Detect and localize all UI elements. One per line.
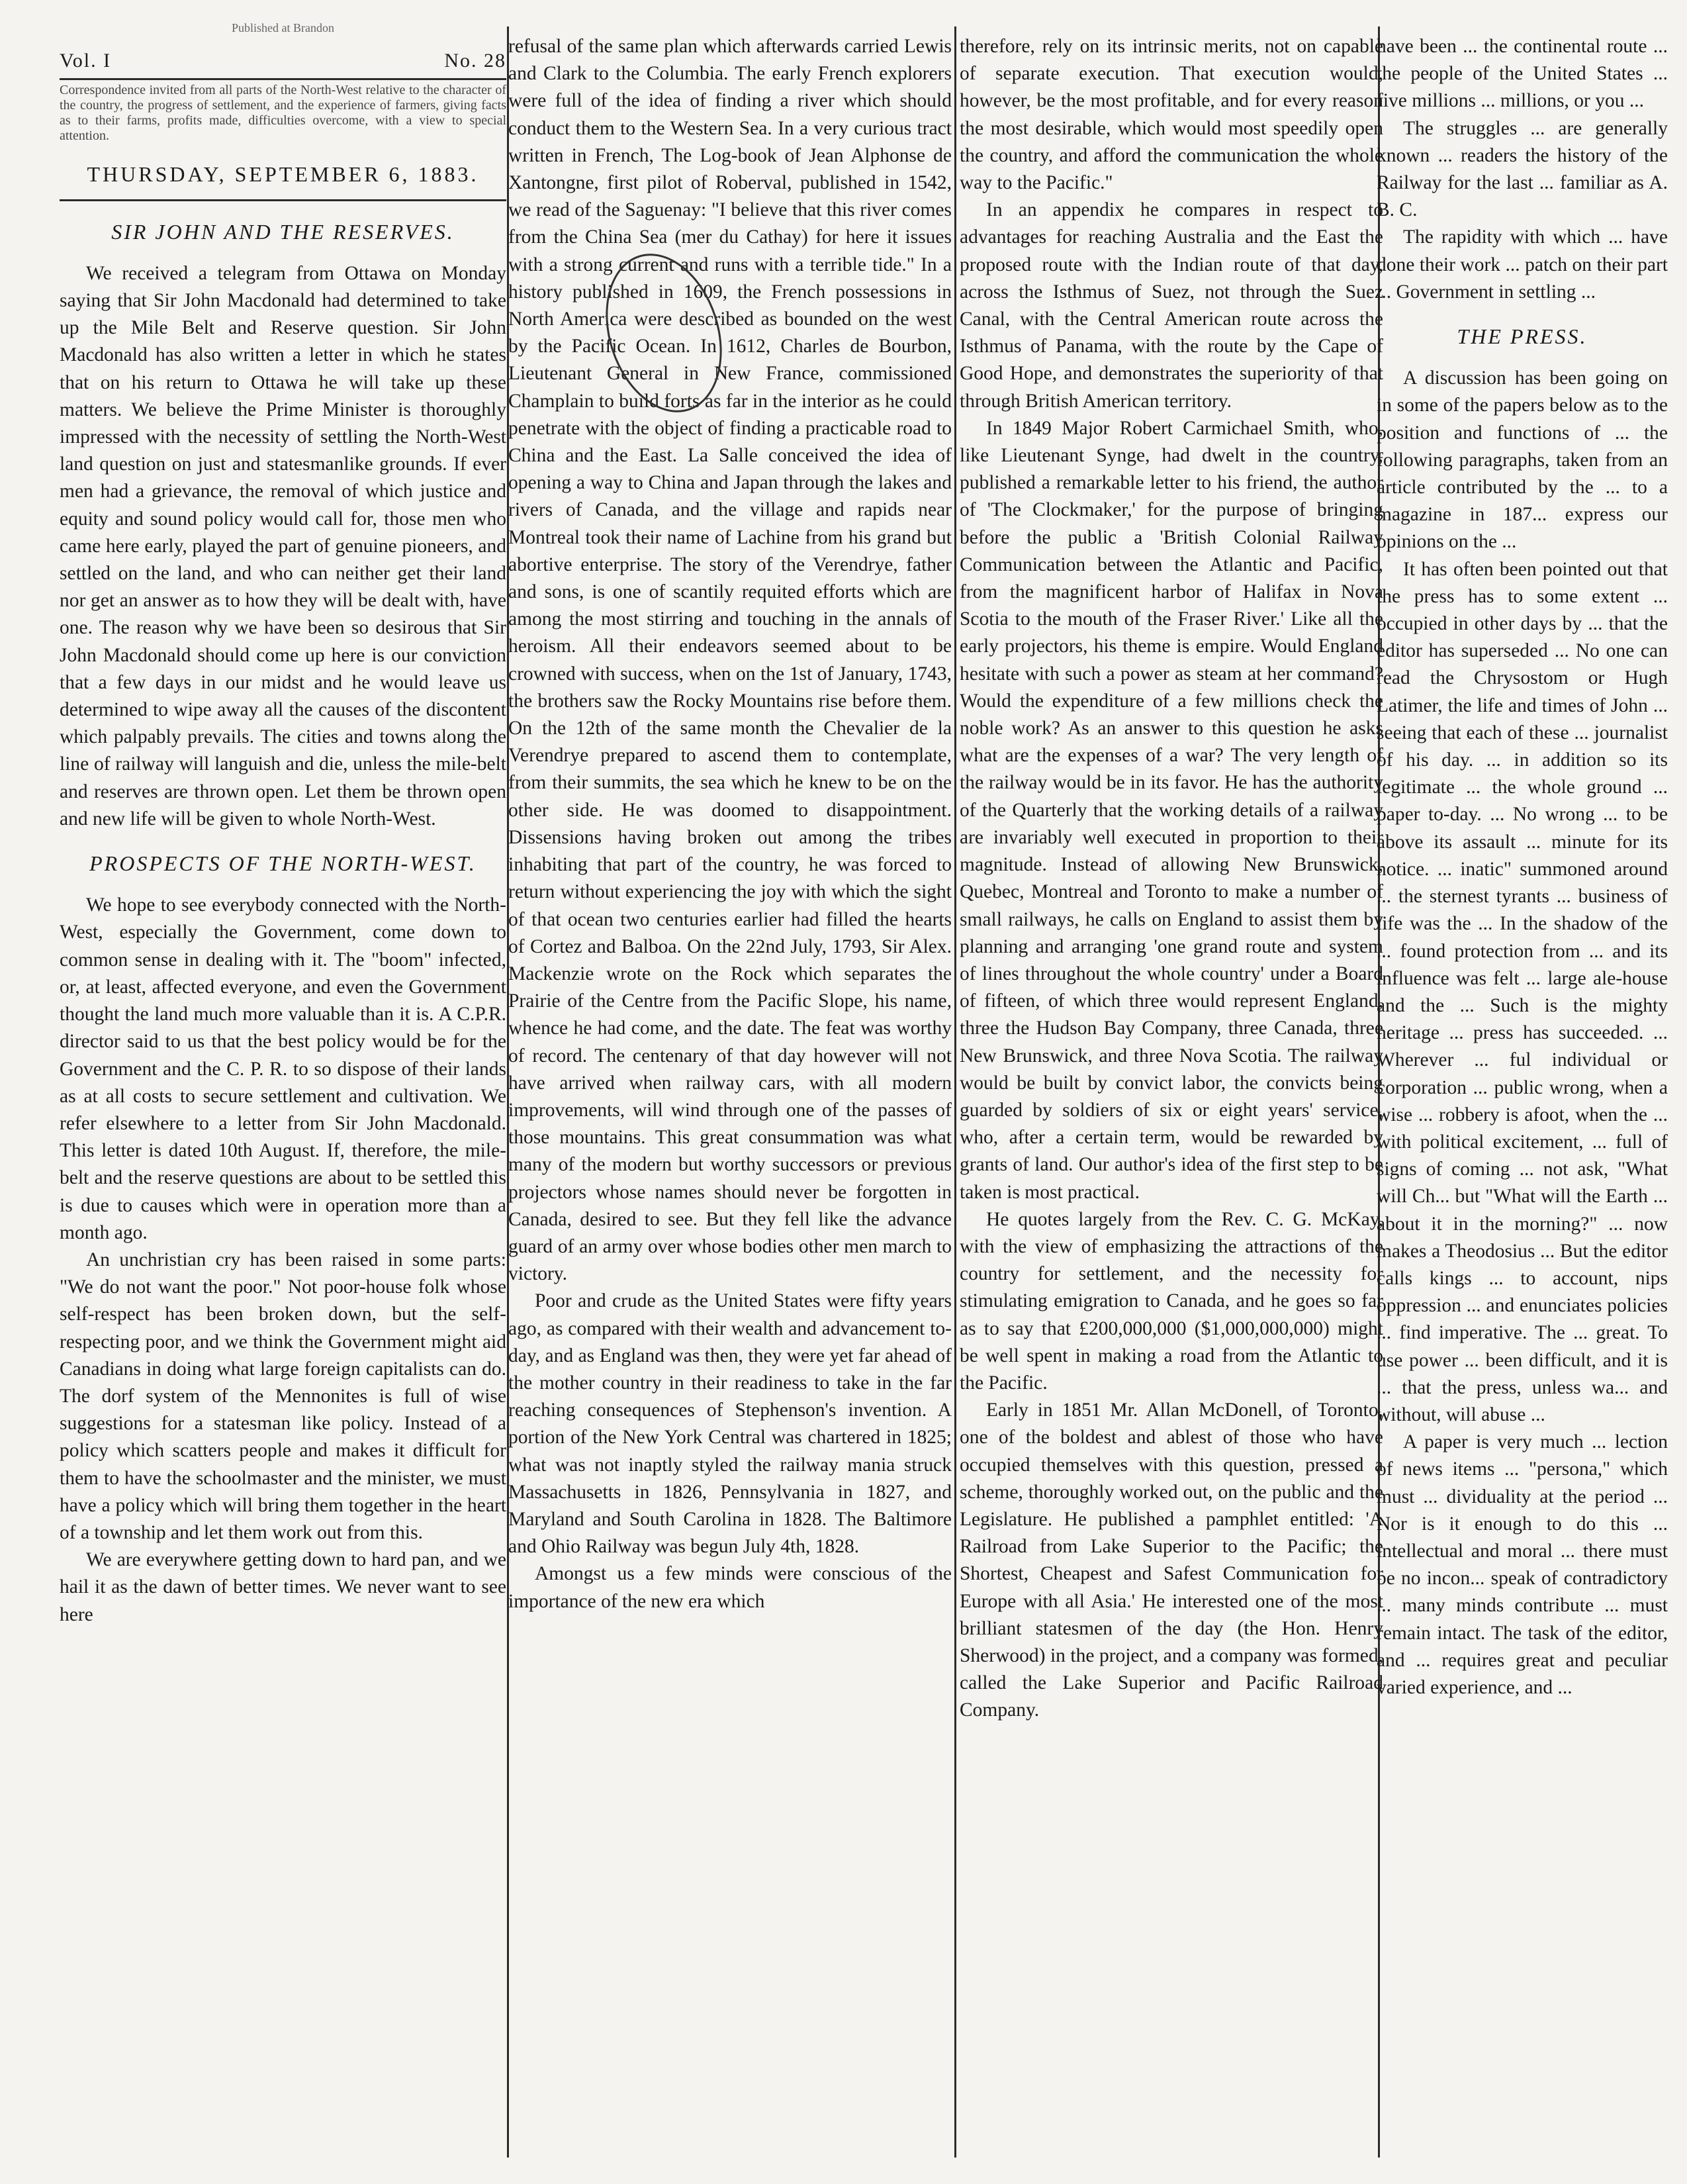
article-paragraph: Amongst us a few minds were conscious of the importance of the new era which	[508, 1563, 952, 1612]
correspondence-notice: Correspondence invited from all parts of the North-West relative to the character of the country, the progress of settlement, and the experience of farmers, giving facts as to their farms, profits made, difficulties overcome, with a view to special attention.	[60, 83, 506, 144]
article-paragraph: An unchristian cry has been raised in some parts: "We do not want the poor." Not poor-house folk whose self-respect has been broken down, but the self-respecting poor, and we think the Government might aid Canadians in doing what large foreign capitalists can do. The dorf system of the Mennonites is full of wise suggestions for a statesman like policy. Instead of a policy which scatters people and makes it difficult for them to have the schoolmaster and the minister, we must have a policy which will bring them together in the heart of a township and let them work out from this.	[60, 1249, 506, 1543]
masthead-rule	[60, 78, 506, 80]
article-paragraph: He quotes largely from the Rev. C. G. McKay, with the view of emphasizing the attractions of the country for settlement, and the necessity for stimulating emigration to Canada, and he goes so far as to say that £200,000,000 ($1,000,000,000) might be well spent in making a road from the Atlantic to the Pacific.	[960, 1208, 1383, 1394]
column-4	[1377, 33, 1668, 2171]
article-paragraph: The rapidity with which ... have done their work ... patch on their part ... Government in settling ...	[1377, 226, 1668, 303]
volume-label: Vol. I	[60, 50, 112, 72]
article-paragraph: A discussion has been going on in some of the papers below as to the position and functions of ... the following paragraphs, taken from an article contributed by the ... to a magazine in 187... express our opinions on the ...	[1377, 367, 1668, 553]
article-paragraph: In 1849 Major Robert Carmichael Smith, who, like Lieutenant Synge, had dwelt in the country, published a remarkable letter to his friend, the author of 'The Clockmaker,' for the purpose of bringing before the public a 'British Colonial Railway Communication between the Atlantic and Pacific, from the magnificent harbor of Halifax in Nova Scotia to the mouth of the Fraser River.' Like all the early projectors, his theme is empire. Would England hesitate with such a power as steam at her command? Would the expenditure of a few millions check the noble work? As an answer to this question he asks what are the expenses of a war? The very length of the railway would be in its favor. He has the authority of the Quarterly that the working details of a railway are invariably well executed in proportion to their magnitude. Instead of allowing New Brunswick, Quebec, Montreal and Toronto to make a number of small railways, he calls on England to assist them by planning and arranging 'one grand route and system of lines throughout the whole country' under a Board of fifteen, of which three would represent England, three the Hudson Bay Company, three Canada, three New Brunswick, and three Nova Scotia. The railway would be built by convict labor, the convicts being guarded by soldiers of six or eight years' service, who, after a certain term, would be rewarded by grants of land. Our author's idea of the first step to be taken is most practical.	[960, 417, 1383, 1203]
masthead	[60, 47, 506, 74]
article-paragraph: A paper is very much ... lection of news items ... "persona," which must ... dividuality at the period ... Nor is it enough to do this ... intellectual and moral ... there must be no incon... speak of contradictory ... many minds contribute ... must remain intact. The task of the editor, and ... requires great and peculiar varied experience, and ...	[1377, 1431, 1668, 1698]
column-2-body	[508, 33, 952, 1615]
date-rule	[60, 199, 506, 201]
article-paragraph: We hope to see everybody connected with the North-West, especially the Government, come down to common sense in dealing with it. The "boom" infected, or, at least, affected everyone, and even the Government thought the land much more valuable than it is. A C.P.R. director said to us that the best policy would be for the Government and the C. P. R. to so dispose of their lands as at all costs to secure settlement and cultivation. We refer elsewhere to a letter from Sir John Macdonald. This letter is dated 10th August. If, therefore, the mile-belt and the reserve questions are about to be settled this is due to causes which were in operation more than a month ago.	[60, 894, 506, 1243]
column-3-body	[960, 33, 1383, 1725]
article-paragraph: refusal of the same plan which afterwards carried Lewis and Clark to the Columbia. The early French explorers were full of the idea of finding a river which should conduct them to the Western Sea. In a very curious tract written in French, The Log-book of Jean Alphonse de Xantongne, first pilot of Roberval, published in 1542, we read of the Saguenay: "I believe that this river comes from the China Sea (mer du Cathay) for here it issues with a strong current and runs with a terrible tide." In a history published in 1609, the French possessions in North America were described as bounded on the west by the Pacific Ocean. In 1612, Charles de Bourbon, Lieutenant General in New France, commissioned Champlain to build forts as far in the interior as he could penetrate with the object of finding a practicable road to China and the East. La Salle conceived the idea of opening a way to China and Japan through the lakes and rivers of Canada, and the village and rapids near Montreal took their name of Lachine from his grand but abortive enterprise. The story of the Verendrye, father and sons, is one of scantily requited efforts which are among the most stirring and touching in the annals of heroism. All their endeavors seemed about to be crowned with success, when on the 1st of January, 1743, the brothers saw the Rocky Mountains rise before them. On the 12th of the same month the Chevalier de la Verendrye prepared to ascend them to contemplate, from their summits, the sea which he knew to be on the other side. He was doomed to disappointment. Dissensions having broken out among the tribes inhabiting that part of the country, he was forced to return without experiencing the joy with which the sight of that ocean two centuries earlier had filled the hearts of Cortez and Balboa. On the 22nd July, 1793, Sir Alex. Mackenzie wrote on the Rock which separates the Prairie of the Centre from the Pacific Slope, his name, whence he had come, and the date. The feat was worthy of record. The centenary of that day however will not have arrived when railway cars, with all modern improvements, will wind through one of the passes of those mountains. This great consummation was what many of the modern but worthy successors or previous projectors whose names should never be forgotten in Canada, desired to see. But they fell like the advance guard of an army over whose bodies other men march to victory.	[508, 36, 952, 1285]
column-1-body	[60, 218, 506, 1629]
article-paragraph: therefore, rely on its intrinsic merits, not on capable of separate execution. That execution would, however, be the most profitable, and for every reason the most desirable, which would most speedily open the country, and afford the communication the whole way to the Pacific."	[960, 36, 1383, 194]
column-1	[60, 21, 506, 2171]
column-2	[508, 33, 952, 2171]
article-paragraph: The struggles ... are generally known ... readers the history of the Railway for the last ... familiar as A. B. C.	[1377, 117, 1668, 221]
article-paragraph: Early in 1851 Mr. Allan McDonell, of Toronto, one of the boldest and ablest of those who have occupied themselves with this question, pressed a scheme, thoroughly worked out, on the public and the Legislature. He published a pamphlet entitled: 'A Railroad from Lake Superior to the Pacific; the Shortest, Cheapest and Safest Communication for Europe with all Asia.' He interested one of the most brilliant statesmen of the day (the Hon. Henry Sherwood) in the project, and a company was formed, called the Lake Superior and Pacific Railroad Company.	[960, 1400, 1383, 1721]
article-heading: THE PRESS.	[1457, 324, 1588, 349]
masthead-faint: Published at Brandon	[232, 21, 334, 34]
article-heading: SIR JOHN AND THE RESERVES.	[111, 219, 455, 244]
article-paragraph: We are everywhere getting down to hard pan, and we hail it as the dawn of better times. We never want to see here	[60, 1549, 506, 1625]
column-4-body	[1377, 33, 1668, 1701]
article-paragraph: have been ... the continental route ... the people of the United States ... five millions ... millions, or you ...	[1377, 36, 1668, 112]
article-paragraph: In an appendix he compares in respect to advantages for reaching Australia and the East the proposed route with the Indian route of that day, across the Isthmus of Suez, not through the Suez Canal, with the Central American route across the Isthmus of Panama, with the route by the Cape of Good Hope, and demonstrates the superiority of that through British American territory.	[960, 199, 1383, 412]
article-paragraph: It has often been pointed out that the press has to some extent ... occupied in other days by ... that the editor has superseded ... No one can read the Chrysostom or Hugh Latimer, the life and times of John ... seeing that each of these ... journalist of his day. ... in addition so its legitimate ... the whole ground ... paper to-day. ... No wrong ... to be above its assault ... minute for its notice. ... inatic" summoned around ... the sternest tyrants ... business of life was the ... In the shadow of the ... found protection from ... and its influence was felt ... large ale-house and the ... Such is the mighty heritage ... press has succeeded. ... Wherever ... ful individual or corporation ... public wrong, when a wise ... robbery is afoot, when the ... with political excitement, ... full of signs of coming ... not ask, "What will Ch... but "What will the Earth ... about it in the morning?" ... now makes a Theodosius ... But the editor calls kings ... to account, nips oppression ... and enunciates policies ... find imperative. The ... great. To use power ... been difficult, and it is ... that the press, unless wa... and without, will abuse ...	[1377, 558, 1668, 1425]
column-3	[960, 33, 1383, 2171]
article-heading: PROSPECTS OF THE NORTH-WEST.	[89, 851, 477, 876]
issue-number: No. 28	[444, 50, 506, 72]
article-paragraph: Poor and crude as the United States were fifty years ago, as compared with their wealth and advancement to-day, and as England was then, they were yet far ahead of the mother country in their readiness to take in the far reaching consequences of Stephenson's invention. A portion of the New York Central was chartered in 1825; what was not inaptly styled the railway mania struck Massachusetts in 1826, Pennsylvania in 1827, and Maryland and South Carolina in 1828. The Baltimore and Ohio Railway was begun July 4th, 1828.	[508, 1290, 952, 1558]
article-paragraph: We received a telegram from Ottawa on Monday saying that Sir John Macdonald had determined to take up the Mile Belt and Reserve question. Sir John Macdonald has also written a letter in which he states that on his return to Ottawa he will take up these matters. We believe the Prime Minister is thoroughly impressed with the necessity of settling the North-West land question on just and statesmanlike grounds. If ever men had a grievance, the removal of which justice and equity and sound policy would call for, those men who came here early, played the part of genuine pioneers, and settled on the land, and who can neither get their land nor get an answer as to how they will be dealt with, have one. The reason why we have been so desirous that Sir John Macdonald should come up here is our conviction that a few days in our midst and he would leave us determined to wipe away all the causes of the discontent which palpably prevails. The cities and towns along the line of railway will languish and die, unless the mile-belt and reserves are thrown open. Let them be thrown open and new life will be given to whole North-West.	[60, 262, 506, 830]
issue-date: THURSDAY, SEPTEMBER 6, 1883.	[87, 162, 479, 187]
column-rule-2	[954, 26, 956, 2158]
